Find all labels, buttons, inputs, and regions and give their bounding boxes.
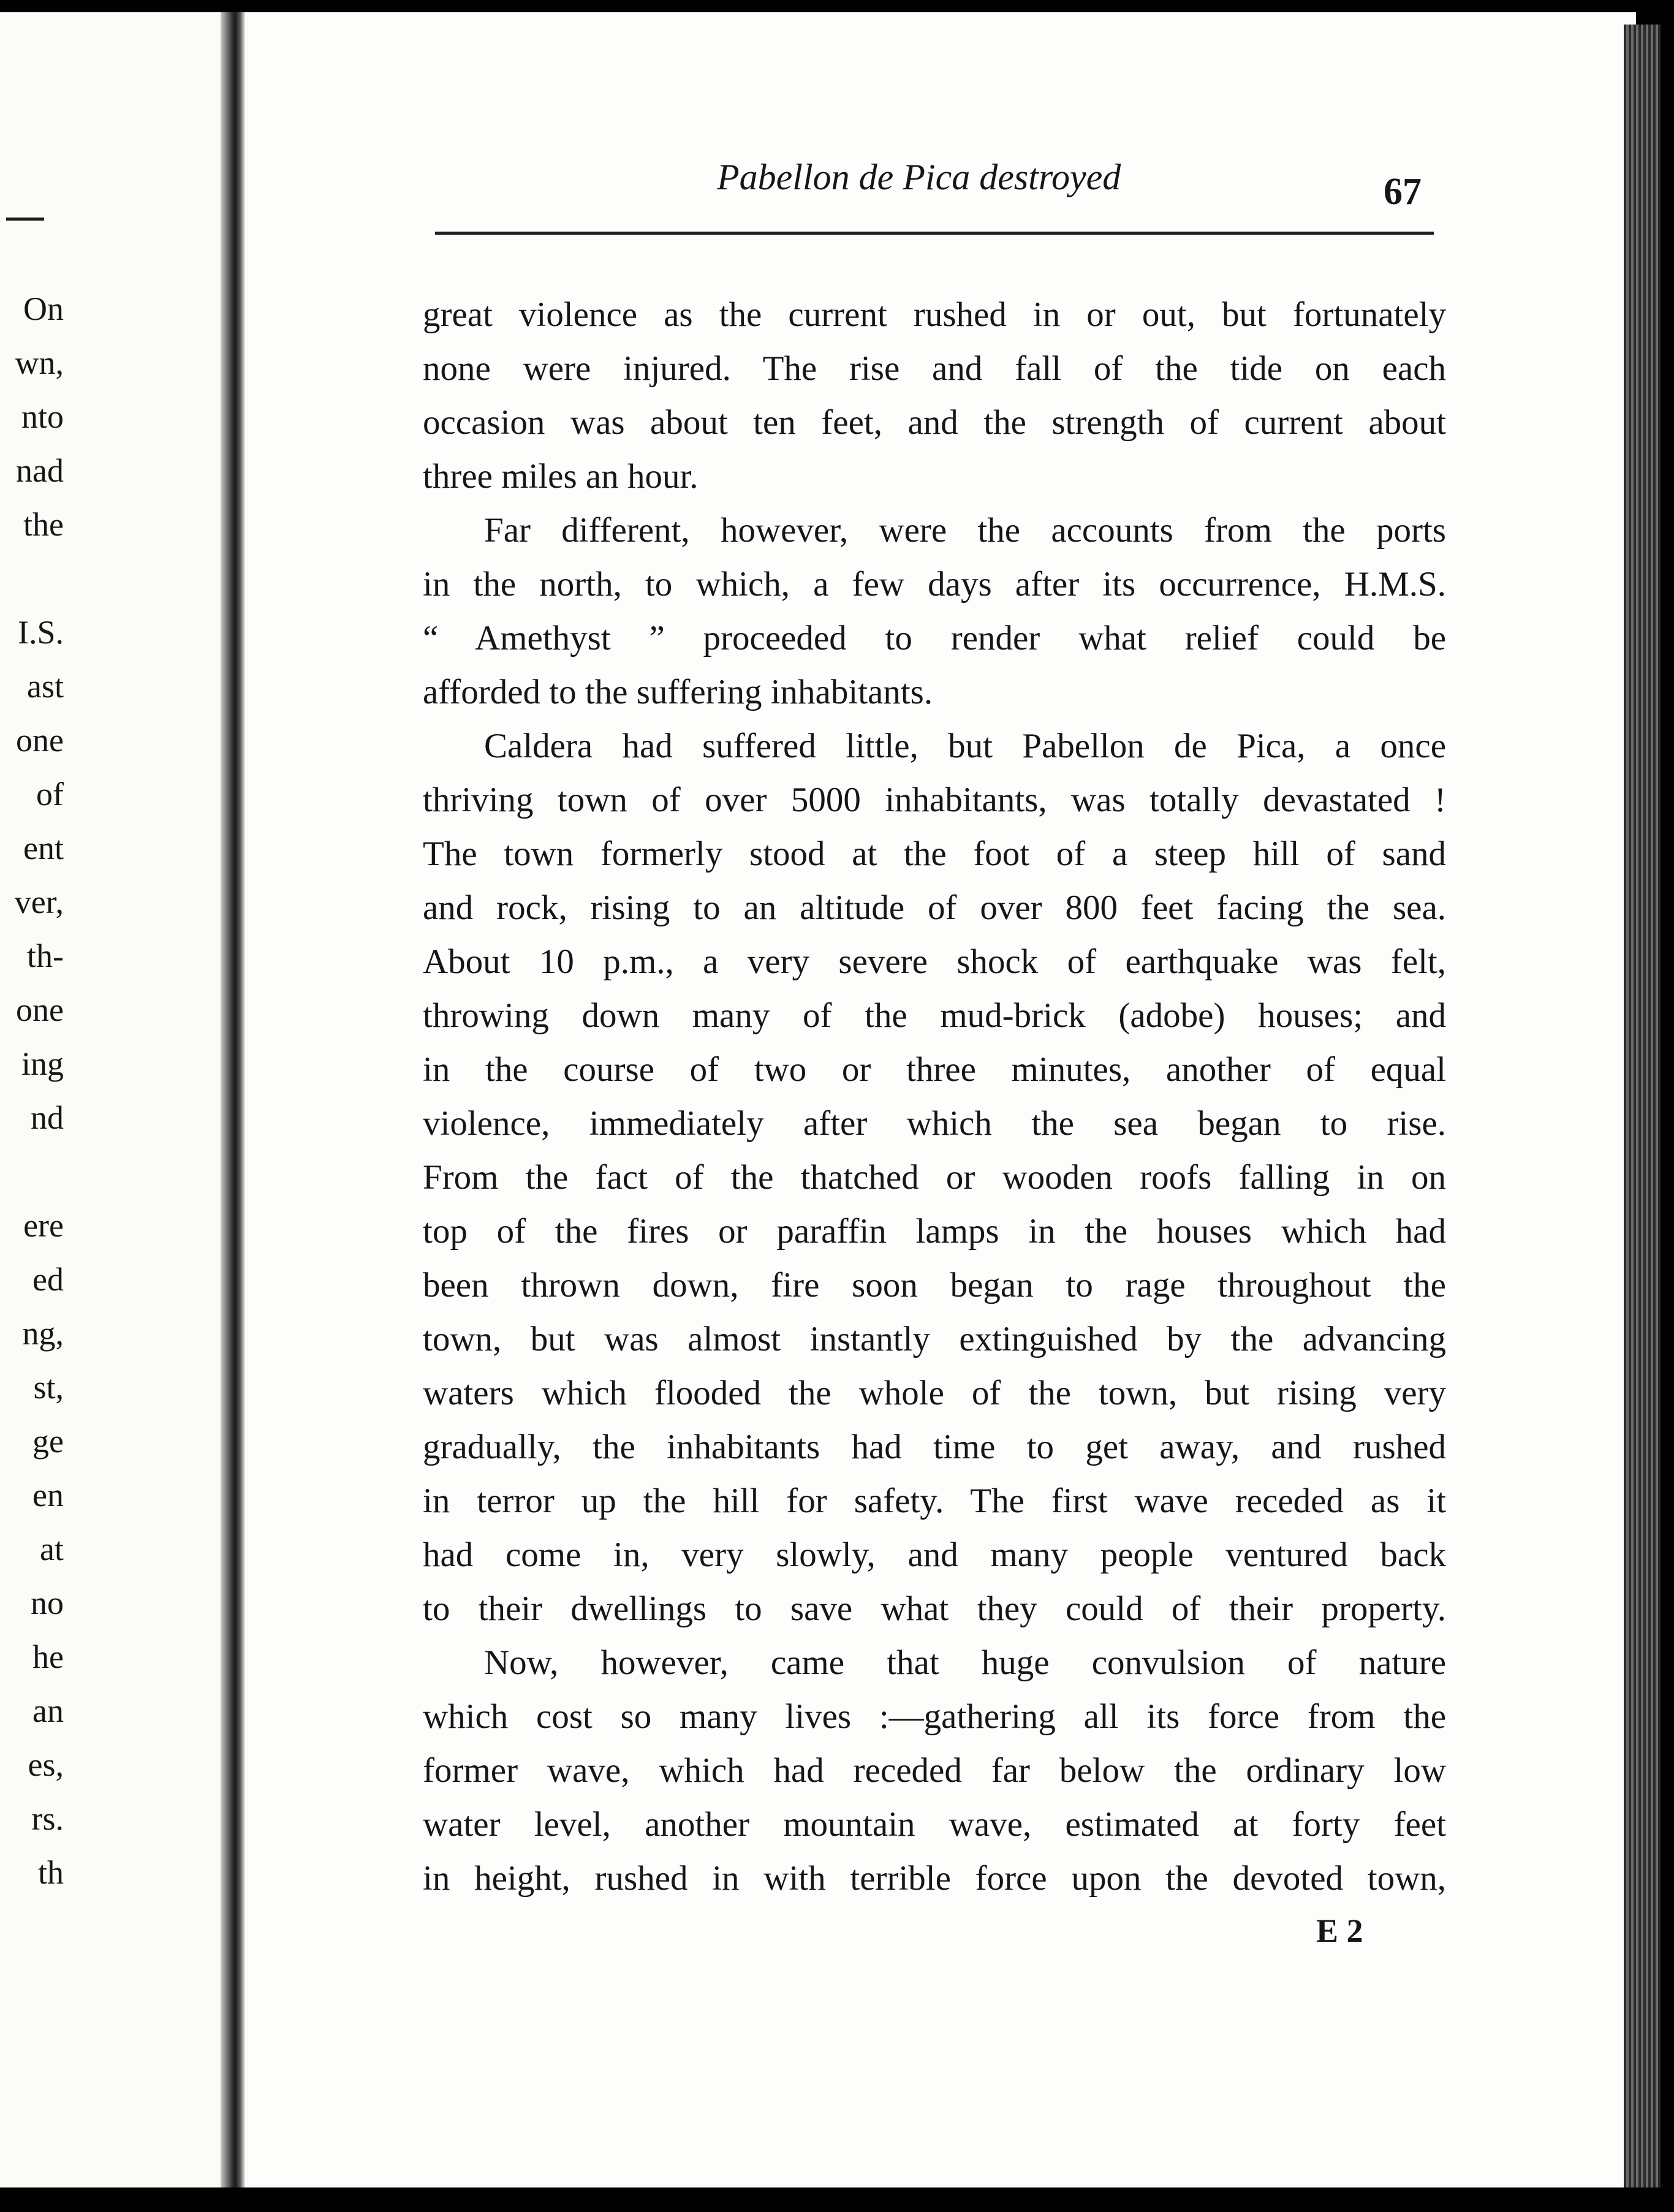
left-fragment: he: [32, 1638, 64, 1675]
left-fragment: no: [31, 1585, 64, 1621]
left-fragment: ere: [23, 1207, 64, 1244]
text-line: had come in, very slowly, and many people ventured back: [423, 1536, 1446, 1574]
left-fragment: I.S.: [17, 614, 64, 651]
left-fragment: at: [40, 1531, 64, 1567]
left-fragment: rs.: [31, 1800, 64, 1837]
text-line: violence, immediately after which the sea began to rise.: [423, 1104, 1446, 1143]
left-fragment: ge: [32, 1423, 64, 1460]
left-fragment: an: [32, 1692, 64, 1729]
text-line: top of the fires or paraffin lamps in the houses which had: [423, 1212, 1446, 1251]
text-line: gradually, the inhabitants had time to get away, and rushed: [423, 1428, 1446, 1466]
running-title: Pabellon de Pica destroyed: [717, 157, 1121, 197]
book-gutter: [221, 12, 245, 2187]
left-fragment: the: [23, 506, 64, 543]
header-rule: [435, 232, 1434, 235]
left-fragment: [0, 551, 64, 605]
left-fragment: nad: [16, 452, 64, 489]
text-line: From the fact of the thatched or wooden roofs falling in on: [423, 1158, 1446, 1197]
previous-page-fragment: [0, 12, 228, 2187]
text-line: in the course of two or three minutes, another of equal: [423, 1050, 1446, 1089]
text-line: “ Amethyst ” proceeded to render what relief could be: [423, 619, 1446, 657]
left-fragment: th: [37, 1854, 64, 1891]
left-fragment: ing: [21, 1045, 64, 1082]
section-dash: [6, 218, 44, 221]
text-line: three miles an hour.: [423, 457, 699, 496]
left-fragment: On: [23, 290, 64, 327]
text-line: which cost so many lives :—gathering all its force from the: [423, 1697, 1446, 1736]
left-fragment: of: [36, 776, 64, 812]
left-fragment: nto: [21, 398, 64, 435]
text-line: town, but was almost instantly extinguished by the advancing: [423, 1320, 1446, 1358]
text-line: great violence as the current rushed in or out, but fortunately: [423, 295, 1446, 334]
text-line: waters which flooded the whole of the town, but rising very: [423, 1374, 1446, 1412]
left-fragment: ver,: [14, 884, 64, 920]
left-fragment: en: [32, 1477, 64, 1513]
text-line: to their dwellings to save what they could of their property.: [423, 1589, 1446, 1628]
text-line: thriving town of over 5000 inhabitants, was totally devastated !: [423, 781, 1446, 819]
body-text: [423, 288, 1446, 1906]
signature-mark: E 2: [1316, 1912, 1363, 1949]
page-edges: [1624, 25, 1661, 2187]
text-line: Now, however, came that huge convulsion of nature: [484, 1643, 1446, 1682]
text-line: throwing down many of the mud-brick (adobe) houses; and: [423, 996, 1446, 1035]
text-line: and rock, rising to an altitude of over 800 feet facing the sea.: [423, 888, 1446, 927]
page-number: 67: [1384, 171, 1422, 213]
left-fragment: one: [16, 991, 64, 1028]
text-line: been thrown down, fire soon began to rage throughout the: [423, 1266, 1446, 1305]
text-line: none were injured. The rise and fall of the tide on each: [423, 349, 1446, 388]
text-line: Caldera had suffered little, but Pabellon de Pica, a once: [484, 727, 1446, 765]
left-fragment: ast: [27, 668, 64, 705]
left-fragment: ng,: [22, 1315, 64, 1352]
text-line: afforded to the suffering inhabitants.: [423, 673, 933, 711]
text-line: in terror up the hill for safety. The first wave receded as it: [423, 1482, 1446, 1520]
text-line: in height, rushed in with terrible force upon the devoted town,: [423, 1859, 1446, 1898]
left-fragment: [0, 1145, 64, 1199]
left-fragment: ent: [23, 830, 64, 866]
left-fragment: ed: [32, 1261, 64, 1298]
text-line: Far different, however, were the accounts from the ports: [484, 511, 1446, 550]
left-fragment: one: [16, 722, 64, 759]
text-line: occasion was about ten feet, and the strength of current about: [423, 403, 1446, 442]
text-line: in the north, to which, a few days after its occurrence, H.M.S.: [423, 565, 1446, 604]
text-line: water level, another mountain wave, estimated at forty feet: [423, 1805, 1446, 1844]
text-line: former wave, which had receded far below the ordinary low: [423, 1751, 1446, 1790]
previous-page-line-endings: [0, 282, 64, 1900]
left-fragment: th-: [27, 937, 64, 974]
text-line: About 10 p.m., a very severe shock of earthquake was felt,: [423, 942, 1446, 981]
text-line: The town formerly stood at the foot of a steep hill of sand: [423, 835, 1446, 873]
left-fragment: wn,: [15, 344, 64, 381]
left-fragment: st,: [33, 1369, 64, 1406]
left-fragment: es,: [28, 1746, 64, 1783]
left-fragment: nd: [31, 1099, 64, 1136]
